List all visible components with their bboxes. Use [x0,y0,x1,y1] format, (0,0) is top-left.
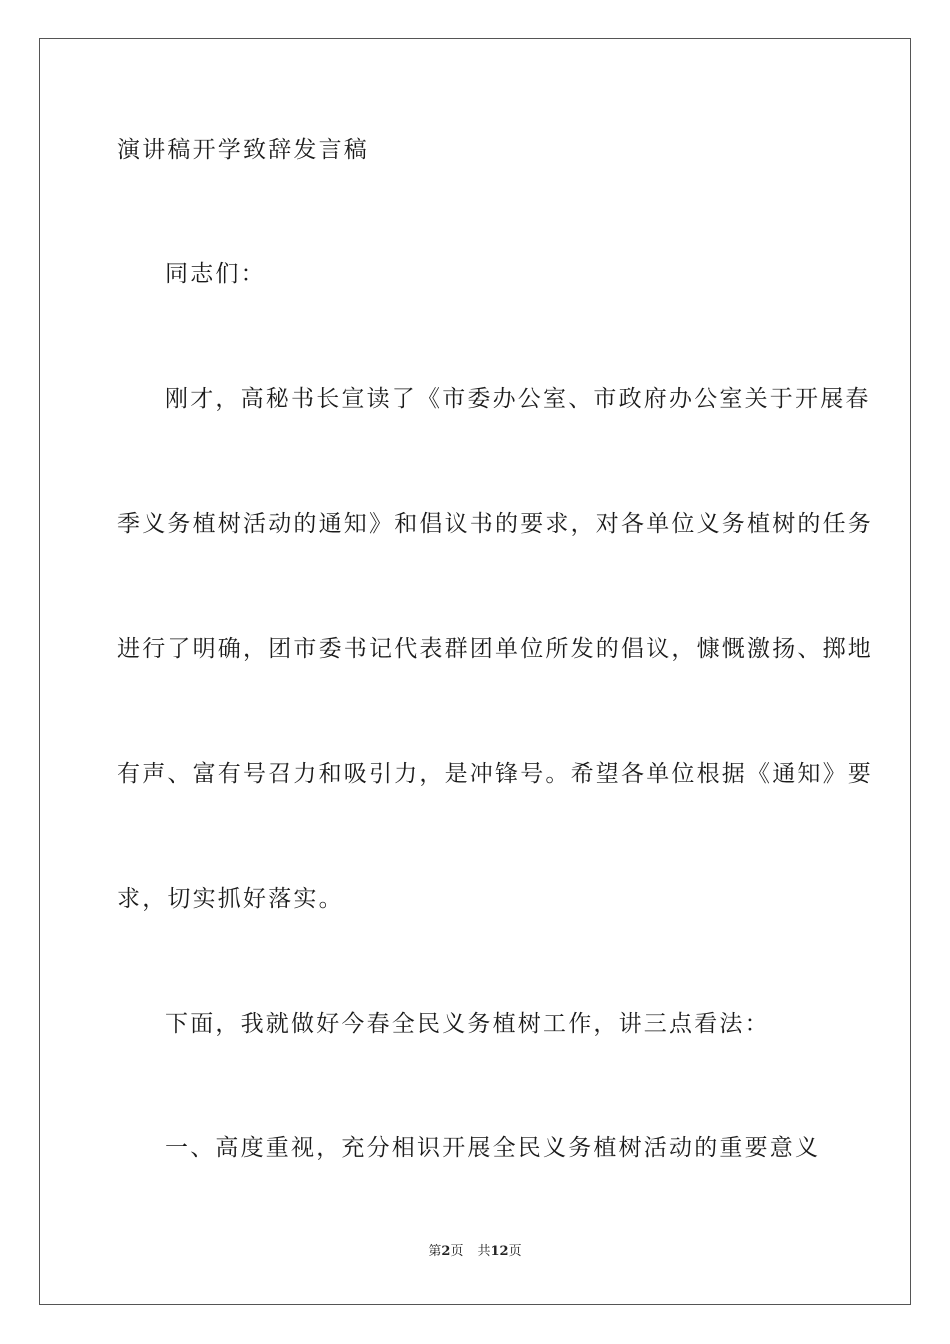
section-heading: 一、高度重视，充分相识开展全民义务植树活动的重要意义 [165,1135,821,1161]
paragraph-line: 有声、富有号召力和吸引力，是冲锋号。希望各单位根据《通知》要 [117,761,873,787]
page-prefix: 第 [428,1244,442,1259]
paragraph-line: 求，切实抓好落实。 [117,886,344,912]
total-suffix: 页 [508,1244,522,1259]
document-title: 演讲稿开学致辞发言稿 [117,137,369,163]
total-prefix: 共 [477,1244,491,1259]
page-number: 2 [441,1244,451,1259]
paragraph-line: 刚才，高秘书长宣读了《市委办公室、市政府办公室关于开展春 [165,386,871,412]
paragraph-line: 季义务植树活动的通知》和倡议书的要求，对各单位义务植树的任务 [117,511,873,537]
paragraph-salutation: 同志们： [165,261,266,287]
paragraph-line: 下面，我就做好今春全民义务植树工作，讲三点看法： [165,1011,770,1037]
page-footer [0,1244,950,1260]
paragraph-line: 进行了明确，团市委书记代表群团单位所发的倡议，慷慨激扬、掷地 [117,636,873,662]
total-pages: 12 [490,1244,509,1259]
page-border [39,38,911,1305]
page-suffix: 页 [450,1244,464,1259]
